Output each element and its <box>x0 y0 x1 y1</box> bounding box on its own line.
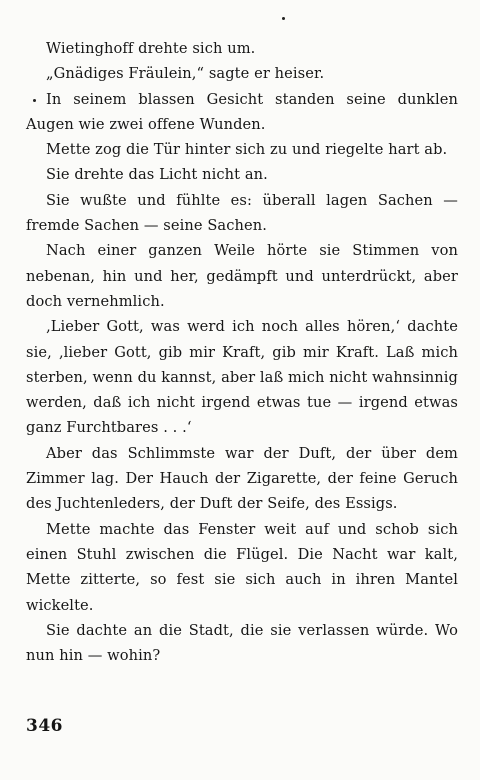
paragraph: Mette machte das Fenster weit auf und schob sich einen Stuhl zwischen die Flügel. Die Nacht war kalt, Mette zitterte, so fest sie sich auch in ihren Mantel wickelte. <box>26 520 458 614</box>
paragraph: „Gnädiges Fräulein,“ sagte er heiser. <box>46 65 325 83</box>
print-speck <box>282 17 285 20</box>
paragraph: Mette zog die Tür hinter sich zu und riegelte hart ab. <box>46 141 448 159</box>
paragraph: Aber das Schlimmste war der Duft, der über dem Zimmer lag. Der Hauch der Zigarette, der feine Geruch des Juchtenleders, der Duft der Seife, des Essigs. <box>26 444 458 513</box>
paragraph: Nach einer ganzen Weile hörte sie Stimmen von nebenan, hin und her, gedämpft und unterdrückt, aber doch vernehmlich. <box>26 242 458 310</box>
paragraph: Sie wußte und fühlte es: überall lagen Sachen — fremde Sachen — seine Sachen. <box>26 191 458 235</box>
paragraph: In seinem blassen Gesicht standen seine dunklen Augen wie zwei offene Wunden. <box>26 90 458 133</box>
paragraph: Sie dachte an die Stadt, die sie verlassen würde. Wo nun hin — wohin? <box>26 621 458 665</box>
body-text <box>26 36 458 668</box>
page-number: 346 <box>26 716 63 736</box>
paragraph: Sie drehte das Licht nicht an. <box>46 166 268 184</box>
paragraph: ‚Lieber Gott, was werd ich noch alles hören,‘ dachte sie, ‚lieber Gott, gib mir Kraft, gib mir Kraft. Laß mich sterben, wenn du kannst, aber laß mich nicht wahnsinnig werden, daß ich nicht irgend etwas tue — irgend etwas ganz Furchtbares . . .‘ <box>26 318 458 437</box>
paragraph: Wietinghoff drehte sich um. <box>46 40 256 57</box>
